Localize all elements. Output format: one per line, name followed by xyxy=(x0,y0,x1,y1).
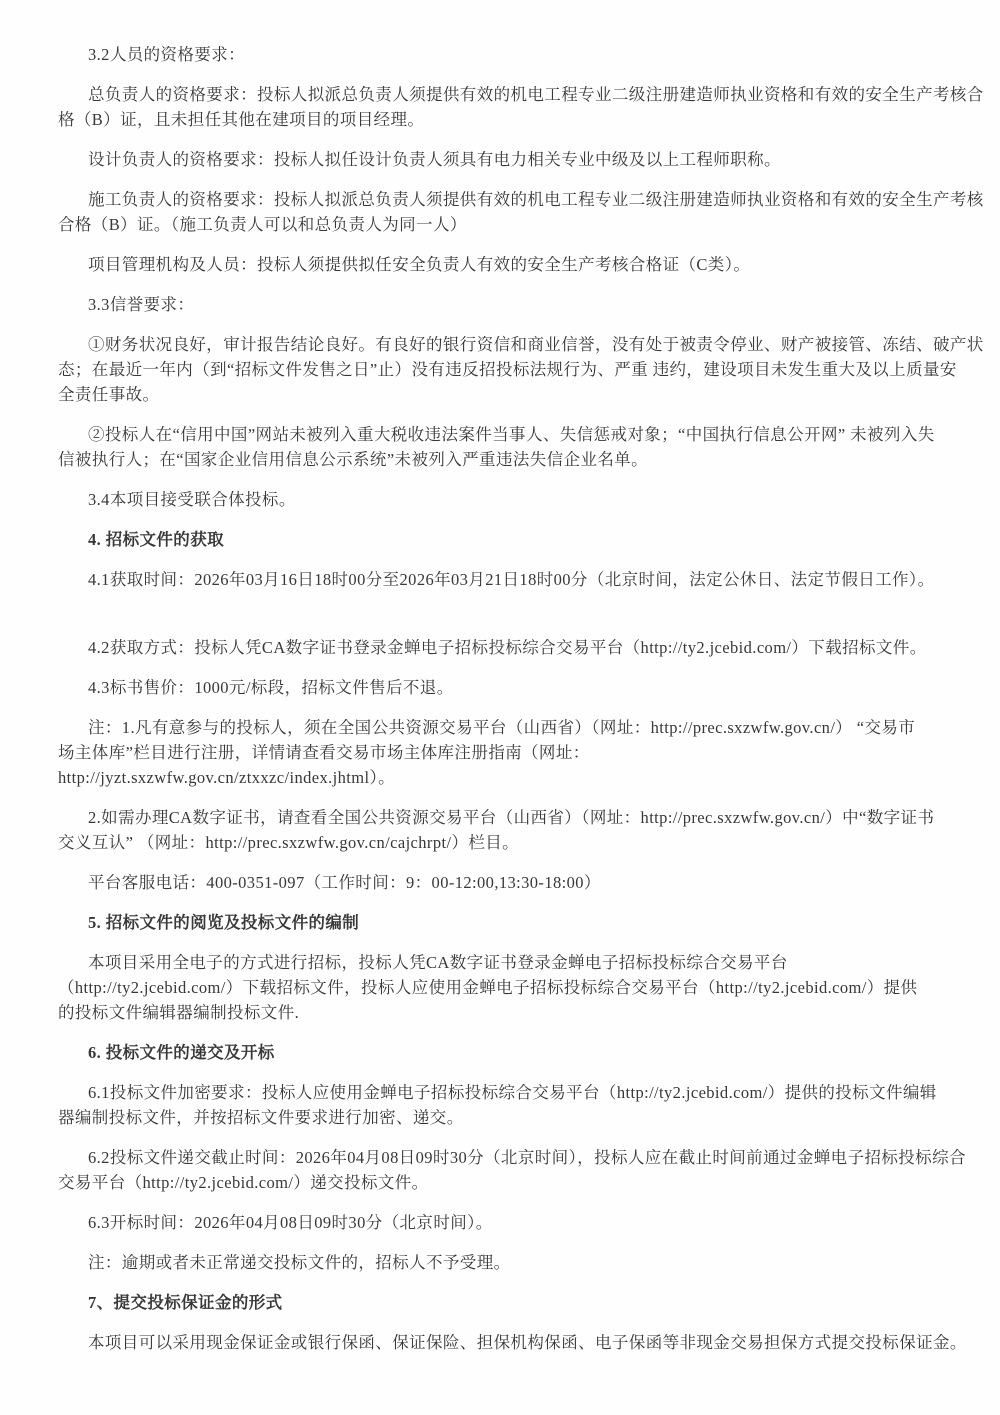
paragraph-line: 6.3开标时间：2026年04月08日09时30分（北京时间）。 xyxy=(88,1213,493,1232)
paragraph-line: 3.4本项目接受联合体投标。 xyxy=(88,490,296,509)
section-heading-7 xyxy=(58,1290,942,1315)
paragraph-line: 施工负责人的资格要求：投标人拟派总负责人须提供有效的机电工程专业二级注册建造师执业资格和有效的安全生产考核 xyxy=(88,190,984,209)
section-heading-text: 4. 招标文件的获取 xyxy=(88,530,224,549)
paragraph-financial-status xyxy=(58,332,984,407)
paragraph-line: 4.3标书售价：1000元/标段，招标文件售后不退。 xyxy=(88,678,454,697)
paragraph-acquisition-time xyxy=(58,567,942,592)
paragraph-line: 全责任事故。 xyxy=(58,385,160,404)
section-heading-6 xyxy=(58,1040,942,1065)
paragraph-credit-requirements-title xyxy=(58,292,942,317)
paragraph-line: 6.2投标文件递交截止时间：2026年04月08日09时30分（北京时间），投标人应在截止时间前通过金蝉电子招标投标综合 xyxy=(88,1148,966,1167)
section-heading-text: 5. 招标文件的阅览及投标文件的编制 xyxy=(88,913,360,932)
paragraph-line: 本项目采用全电子的方式进行招标，投标人凭CA数字证书登录金蝉电子招标投标综合交易平台 xyxy=(88,953,788,972)
paragraph-line: 3.3信誉要求： xyxy=(88,295,195,314)
paragraph-note-registration xyxy=(58,715,942,790)
paragraph-deposit-forms xyxy=(58,1330,967,1355)
paragraph-line: 平台客服电话：400-0351-097（工作时间：9：00-12:00,13:30-18:00） xyxy=(88,873,601,892)
paragraph-line: 4.1获取时间：2026年03月16日18时00分至2026年03月21日18时00分（北京时间，法定公休日、法定节假日工作）。 xyxy=(88,570,935,589)
paragraph-consortium-bid xyxy=(58,487,942,512)
paragraph-design-lead-requirements xyxy=(58,147,942,172)
paragraph-line: 3.2人员的资格要求： xyxy=(88,45,246,64)
paragraph-line: 本项目可以采用现金保证金或银行保函、保证保险、担保机构保函、电子保函等非现金交易担保方式提交投标保证金。 xyxy=(88,1333,967,1352)
paragraph-credit-china xyxy=(58,422,942,472)
paragraph-acquisition-method xyxy=(58,635,942,660)
paragraph-document-price xyxy=(58,675,942,700)
section-heading-4 xyxy=(58,527,942,552)
paragraph-submission-deadline xyxy=(58,1145,966,1195)
paragraph-line: 总负责人的资格要求：投标人拟派总负责人须提供有效的机电工程专业二级注册建造师执业资格和有效的安全生产考核合 xyxy=(88,85,984,104)
paragraph-line: 的投标文件编辑器编制投标文件. xyxy=(58,1003,300,1022)
paragraph-line: ②投标人在“信用中国”网站未被列入重大税收违法案件当事人、失信惩戒对象；“中国执行信息公开网” 未被列入失 xyxy=(88,425,935,444)
paragraph-general-manager-requirements xyxy=(58,82,984,132)
paragraph-line: 格（B）证，且未担任其他在建项目的项目经理。 xyxy=(58,110,425,129)
section-heading-text: 6. 投标文件的递交及开标 xyxy=(88,1043,275,1062)
paragraph-electronic-bidding xyxy=(58,950,942,1025)
paragraph-line: 设计负责人的资格要求：投标人拟任设计负责人须具有电力相关专业中级及以上工程师职称。 xyxy=(88,150,781,169)
paragraph-service-phone xyxy=(58,870,942,895)
paragraph-opening-time xyxy=(58,1210,942,1235)
paragraph-construction-lead-requirements xyxy=(58,187,984,237)
paragraph-line: 器编制投标文件，并按招标文件要求进行加密、递交。 xyxy=(58,1108,464,1127)
paragraph-line: 信被执行人；在“国家企业信用信息公示系统”未被列入严重违法失信企业名单。 xyxy=(58,450,649,469)
paragraph-encryption-requirements xyxy=(58,1080,942,1130)
paragraph-line: （http://ty2.jcebid.com/）下载招标文件，投标人应使用金蝉电子招标投标综合交易平台（http://ty2.jcebid.com/）提供 xyxy=(58,978,918,997)
paragraph-personnel-requirements xyxy=(58,42,942,67)
paragraph-line: 注：1.凡有意参与的投标人，须在全国公共资源交易平台（山西省）（网址：http://prec.sxzwfw.gov.cn/） “交易市 xyxy=(88,718,916,737)
paragraph-line: http://jyzt.sxzwfw.gov.cn/ztxxzc/index.jhtml）。 xyxy=(58,768,396,787)
paragraph-line: 交义互认” （网址：http://prec.sxzwfw.gov.cn/cajchrpt/）栏目。 xyxy=(58,833,520,852)
paragraph-line: 6.1投标文件加密要求：投标人应使用金蝉电子招标投标综合交易平台（http://ty2.jcebid.com/）提供的投标文件编辑 xyxy=(88,1083,937,1102)
paragraph-line: 交易平台（http://ty2.jcebid.com/）递交投标文件。 xyxy=(58,1173,429,1192)
paragraph-line: 场主体库”栏目进行注册，详情请查看交易市场主体库注册指南（网址： xyxy=(58,743,590,762)
paragraph-line: 项目管理机构及人员：投标人须提供拟任安全负责人有效的安全生产考核合格证（C类）。 xyxy=(88,255,751,274)
paragraph-line: 态；在最近一年内（到“招标文件发售之日”止）没有违反招投标法规行为、严重 违约，建设项目未发生重大及以上质量安 xyxy=(58,360,957,379)
paragraph-line: 注：逾期或者未正常递交投标文件的，招标人不予受理。 xyxy=(88,1253,511,1272)
paragraph-management-org-requirements xyxy=(58,252,942,277)
paragraph-ca-certificate xyxy=(58,805,942,855)
section-heading-5 xyxy=(58,910,942,935)
paragraph-line: 4.2获取方式：投标人凭CA数字证书登录金蝉电子招标投标综合交易平台（http://ty2.jcebid.com/）下载招标文件。 xyxy=(88,638,927,657)
section-heading-text: 7、提交投标保证金的形式 xyxy=(88,1293,283,1312)
paragraph-note-late-submission xyxy=(58,1250,942,1275)
paragraph-line: 2.如需办理CA数字证书，请查看全国公共资源交易平台（山西省）（网址：http://prec.sxzwfw.gov.cn/）中“数字证书 xyxy=(88,808,935,827)
paragraph-line: ①财务状况良好，审计报告结论良好。有良好的银行资信和商业信誉，没有处于被责令停业、财产被接管、冻结、破产状 xyxy=(88,335,984,354)
paragraph-line: 合格（B）证。（施工负责人可以和总负责人为同一人） xyxy=(58,215,467,234)
